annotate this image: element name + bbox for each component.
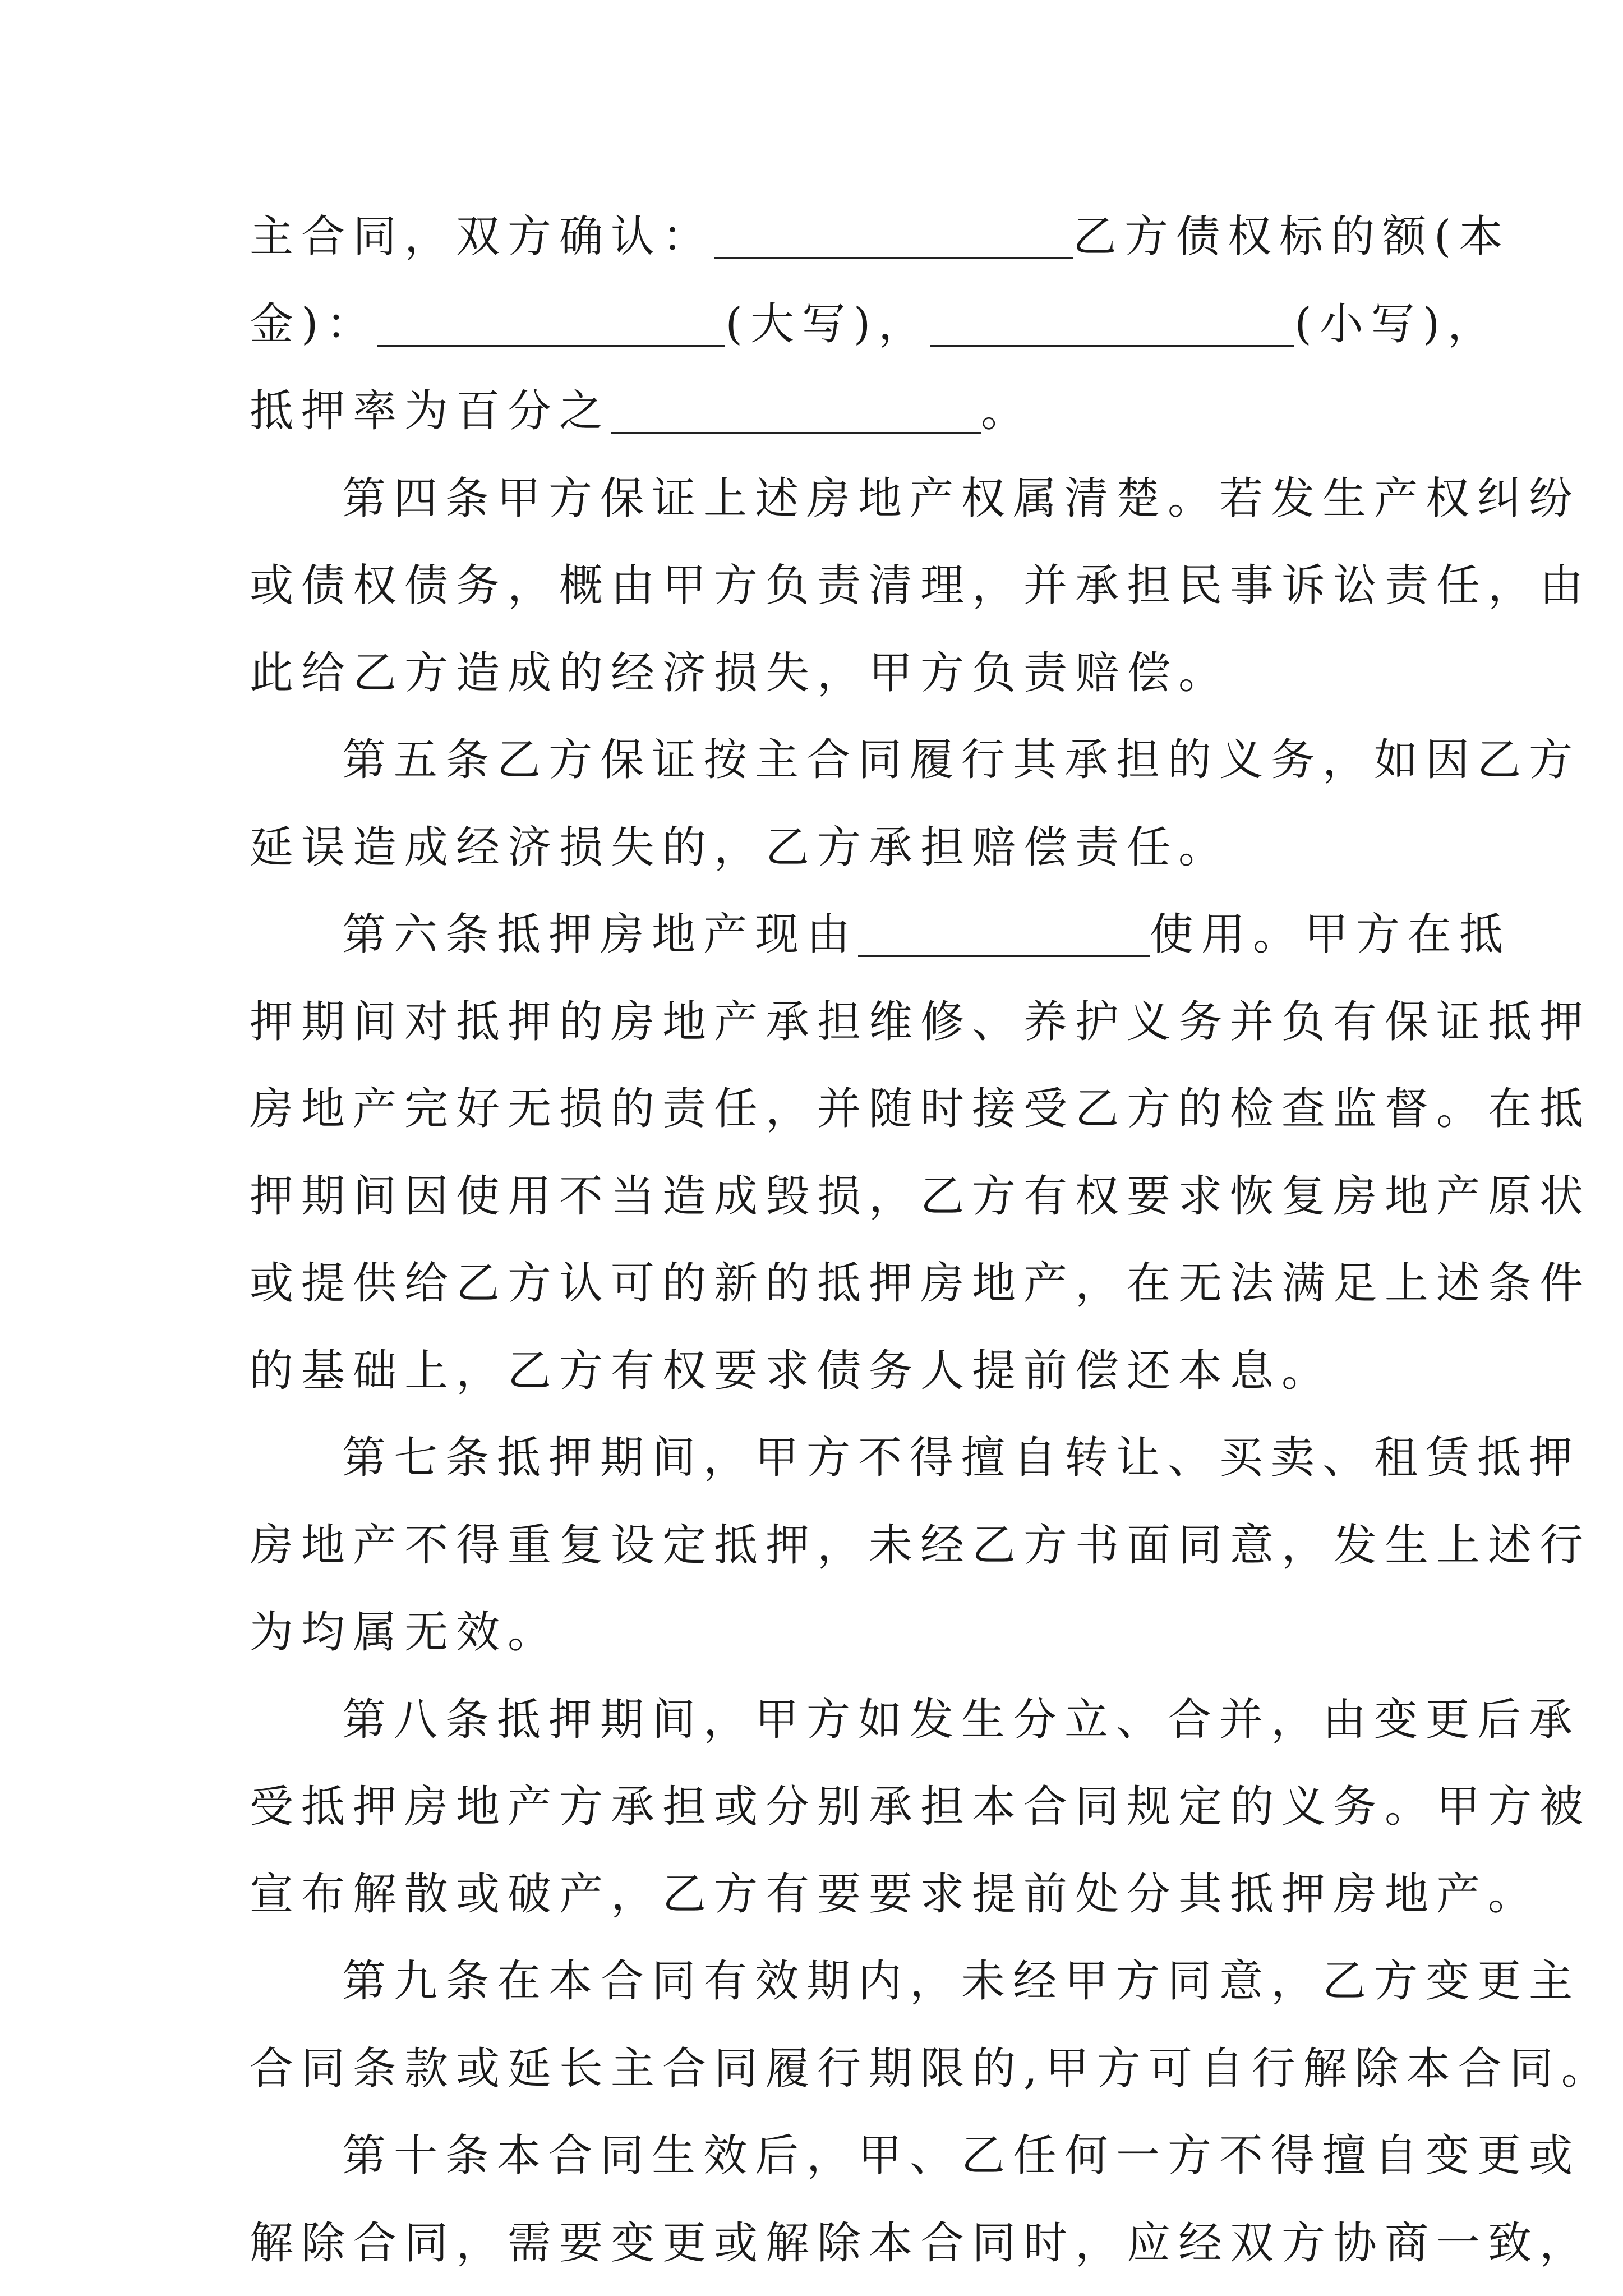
text-line: 的基础上，乙方有权要求债务人提前偿还本息。 xyxy=(250,1345,1334,1396)
line-text: 抵押率为百分之 xyxy=(250,386,611,436)
paragraph-start-line: 第八条抵押期间，甲方如发生分立、合并，由变更后承 xyxy=(342,1694,1581,1745)
blank-field xyxy=(930,292,1294,347)
text-line xyxy=(250,368,1416,455)
line-text: 乙方债权标的额(本 xyxy=(1073,211,1511,262)
line-text: 使用。甲方在抵 xyxy=(1150,909,1511,960)
blank-field xyxy=(611,379,981,434)
text-line: 解除合同，需要变更或解除本合同时，应经双方协商一致， xyxy=(250,2217,1592,2269)
text-line xyxy=(250,194,1511,281)
document-page xyxy=(250,194,1613,2287)
text-line: 为均属无效。 xyxy=(250,1607,560,1658)
paragraph-start-line: 第五条乙方保证按主合同履行其承担的义务，如因乙方 xyxy=(342,735,1581,785)
text-line: 或债权债务，概由甲方负责清理，并承担民事诉讼责任，由 xyxy=(250,560,1592,611)
line-text: 第六条抵押房地产现由 xyxy=(342,909,859,960)
text-line: 押期间因使用不当造成毁损，乙方有权要求恢复房地产原状 xyxy=(250,1171,1592,1222)
paragraph-start-line: 第九条在本合同有效期内，未经甲方同意，乙方变更主 xyxy=(342,1956,1581,2007)
text-line: 延误造成经济损失的，乙方承担赔偿责任。 xyxy=(250,822,1230,873)
paragraph-start-line: 第四条甲方保证上述房地产权属清楚。若发生产权纠纷 xyxy=(342,473,1581,524)
blank-field xyxy=(377,292,725,347)
line-text: (大写)， xyxy=(725,298,930,349)
line-text: (小写)， xyxy=(1294,298,1500,349)
line-text: 金)： xyxy=(250,298,378,349)
text-line: 房地产完好无损的责任，并随时接受乙方的检查监督。在抵 xyxy=(250,1084,1592,1134)
text-line: 房地产不得重复设定抵押，未经乙方书面同意，发生上述行 xyxy=(250,1520,1592,1571)
text-line: 受抵押房地产方承担或分别承担本合同规定的义务。甲方被 xyxy=(250,1782,1592,1832)
blank-field xyxy=(858,902,1150,957)
text-line: 押期间对抵押的房地产承担维修、养护义务并负有保证抵押 xyxy=(250,996,1592,1047)
paragraph-start-line: 第十条本合同生效后，甲、乙任何一方不得擅自变更或 xyxy=(342,2131,1581,2181)
text-line xyxy=(250,281,1500,369)
text-line: 宣布解散或破产，乙方有要要求提前处分其抵押房地产。 xyxy=(250,1869,1540,1920)
paragraph-start-line: 第七条抵押期间，甲方不得擅自转让、买卖、租赁抵押 xyxy=(342,1433,1581,1483)
paragraph-start-line xyxy=(250,891,1511,979)
blank-field xyxy=(714,204,1073,259)
line-text: 主合同，双方确认： xyxy=(250,211,714,262)
text-line: 或提供给乙方认可的新的抵押房地产，在无法满足上述条件 xyxy=(250,1258,1592,1309)
text-line: 此给乙方造成的经济损失，甲方负责赔偿。 xyxy=(250,647,1230,698)
line-text: 。 xyxy=(981,386,1033,436)
text-line: 合同条款或延长主合同履行期限的,甲方可自行解除本合同。 xyxy=(250,2043,1613,2094)
